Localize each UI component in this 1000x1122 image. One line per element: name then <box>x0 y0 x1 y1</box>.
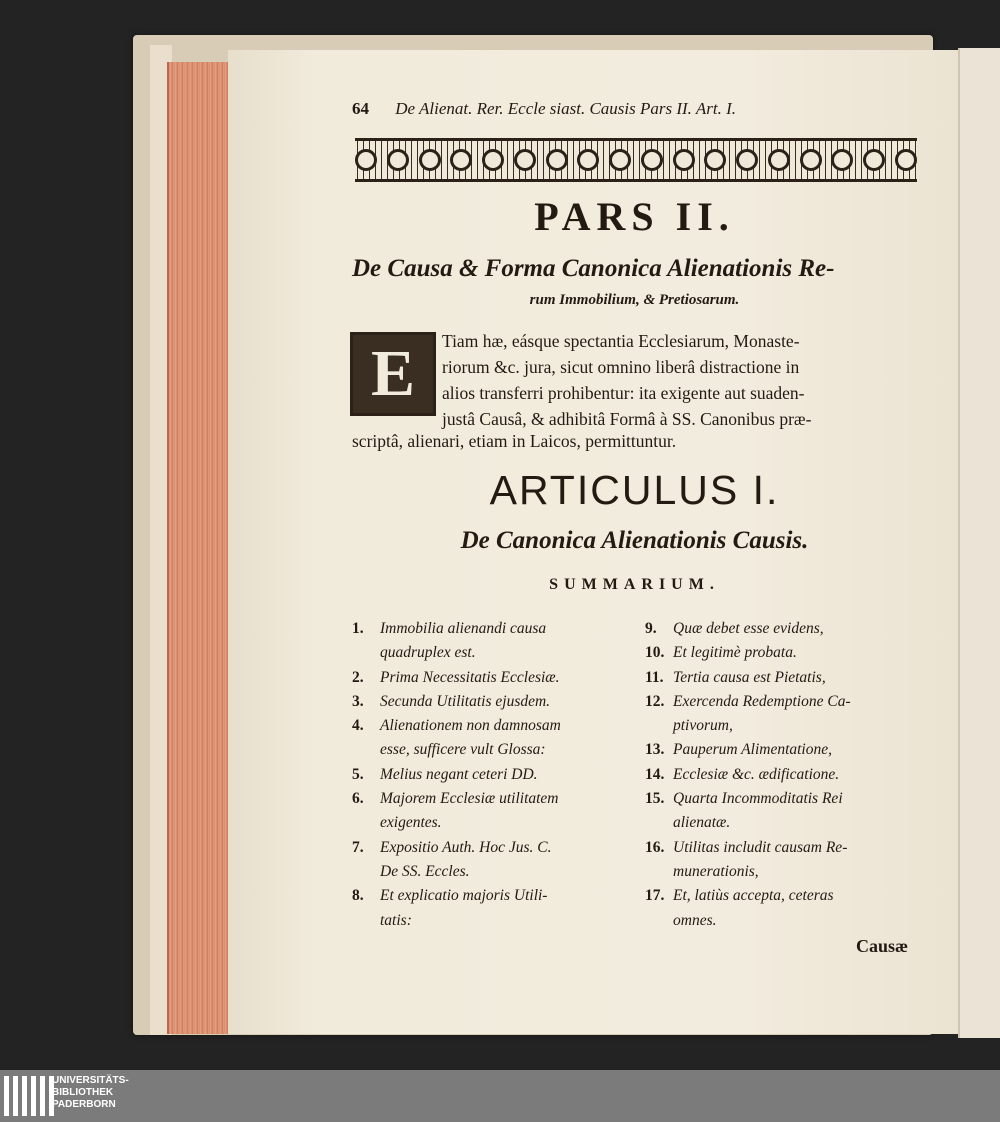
article-subtitle: De Canonica Alienationis Causis. <box>460 527 809 554</box>
summary-entry-number: 2. <box>352 668 364 686</box>
summary-entry-text: omnes. <box>673 911 717 929</box>
library-logo-icon <box>4 1076 54 1116</box>
summary-entry-text: Prima Necessitatis Ecclesiæ. <box>380 668 560 686</box>
summary-entry-text: exigentes. <box>380 814 442 832</box>
summary-entry-text: Expositio Auth. Hoc Jus. C. <box>380 838 552 856</box>
summary-entry <box>645 787 925 811</box>
summary-entry-text: Tertia causa est Pietatis, <box>673 668 826 686</box>
library-name <box>52 1075 129 1111</box>
summary-entry <box>645 690 925 714</box>
summary-entry-text: munerationis, <box>673 862 759 880</box>
summary-entry-number: 11. <box>645 668 664 686</box>
catchword: Causæ <box>856 936 909 956</box>
summary-entry-text: Pauperum Alimentatione, <box>673 741 832 759</box>
summary-entry-number: 3. <box>352 692 364 710</box>
summary-entry-text: Secunda Utilitatis ejusdem. <box>380 692 551 710</box>
summary-entry <box>352 763 632 787</box>
summary-entry-text: Majorem Ecclesiæ utilitatem <box>380 790 559 808</box>
summary-entry <box>645 714 925 738</box>
summary-entry-text: Et explicatio majoris Utili- <box>380 887 548 905</box>
summary-entry-number: 8. <box>352 887 364 905</box>
ornament-band-icon <box>355 138 917 182</box>
summary-entry-text: Melius negant ceteri DD. <box>380 765 538 783</box>
running-title: De Alienat. Rer. Eccle siast. Causis Pars II. Art. I. <box>395 99 737 118</box>
summary-entry <box>352 714 632 738</box>
summary-entry-text: ptivorum, <box>673 717 733 735</box>
summary-entry-text: De SS. Eccles. <box>380 862 470 880</box>
summary-right-column <box>645 617 925 933</box>
summary-entry <box>352 738 632 762</box>
summary-entry <box>645 909 925 933</box>
part-title: PARS II. <box>534 194 735 239</box>
summary-entry <box>645 763 925 787</box>
summary-entry-number: 5. <box>352 765 364 783</box>
summary-entry-text: Et legitimè probata. <box>673 644 797 662</box>
summary-entry-number: 9. <box>645 620 657 637</box>
part-subtitle-line1: De Causa & Forma Canonica Alienationis Re- <box>352 255 835 282</box>
summary-entry-number: 15. <box>645 790 665 808</box>
summary-entry-number: 14. <box>645 765 665 783</box>
summary-entry <box>352 811 632 835</box>
summary-entry-text: Utilitas includit causam Re- <box>673 838 848 856</box>
summary-entry-number: 13. <box>645 741 665 759</box>
summary-entry <box>645 836 925 860</box>
summary-entry-number: 6. <box>352 790 364 808</box>
summary-entry-text: Immobilia alienandi causa <box>380 620 547 637</box>
part-subtitle-line2: rum Immobilium, & Pretiosarum. <box>529 292 740 308</box>
summary-entry <box>645 641 925 665</box>
summary-entry <box>645 811 925 835</box>
summary-entry-text: alienatæ. <box>673 814 731 832</box>
paragraph-body <box>442 328 918 432</box>
summary-entry <box>645 884 925 908</box>
summary-entry <box>352 787 632 811</box>
summary-entry-text: Et, latiùs accepta, ceteras <box>673 887 834 905</box>
summary-entry-number: 4. <box>352 717 364 735</box>
summary-entry <box>645 738 925 762</box>
paragraph-line: alios transferri prohibentur: ita exigente aut suaden- <box>442 383 805 403</box>
summary-entry <box>352 884 632 908</box>
summary-entry <box>352 690 632 714</box>
summary-entry-text: Quæ debet esse evidens, <box>673 620 824 637</box>
summary-left-column <box>352 617 632 933</box>
summary-entry <box>352 860 632 884</box>
summary-entry-text: esse, sufficere vult Glossa: <box>380 741 546 759</box>
library-name-line: UNIVERSITÄTS- <box>52 1075 129 1086</box>
summary-entry <box>645 666 925 690</box>
summary-entry-text: Alienationem non damnosam <box>380 717 561 735</box>
paragraph-line: Tiam hæ, eásque spectantia Ecclesiarum, Monaste- <box>442 331 800 351</box>
summary-entry <box>352 617 632 641</box>
summary-entry-number: 1. <box>352 620 364 637</box>
summary-entry <box>352 836 632 860</box>
summary-heading: SUMMARIUM. <box>549 576 720 593</box>
summary-entry-number: 16. <box>645 838 665 856</box>
summary-entry-number: 17. <box>645 887 665 905</box>
summary-entry-text: Exercenda Redemptione Ca- <box>673 692 851 710</box>
library-footer <box>0 1070 1000 1122</box>
summary-entry <box>352 666 632 690</box>
summary-entry-text: Ecclesiæ &c. ædificatione. <box>673 765 840 783</box>
decorated-initial: E <box>350 332 436 416</box>
summary-entry <box>352 641 632 665</box>
library-name-line: PADERBORN <box>52 1099 116 1110</box>
summary-entry <box>645 617 925 641</box>
article-title: ARTICULUS I. <box>489 467 780 513</box>
page-number: 64 <box>352 99 369 118</box>
summary-entry <box>352 909 632 933</box>
paragraph-last-line: scriptâ, alienari, etiam in Laicos, permittuntur. <box>352 431 677 451</box>
summary-entry <box>645 860 925 884</box>
running-head <box>352 99 872 119</box>
summary-entry-text: Quarta Incommoditatis Rei <box>673 790 843 808</box>
summary-entry-number: 12. <box>645 692 665 710</box>
summary-entry-text: tatis: <box>380 911 412 929</box>
paragraph-line: riorum &c. jura, sicut omnino liberâ distractione in <box>442 357 800 377</box>
paragraph-line: justâ Causâ, & adhibitâ Formâ à SS. Canonibus præ- <box>442 409 812 429</box>
library-name-line: BIBLIOTHEK <box>52 1087 114 1098</box>
summary-entry-number: 7. <box>352 838 364 856</box>
summary-entry-text: quadruplex est. <box>380 644 476 662</box>
summary-entry-number: 10. <box>645 644 665 662</box>
